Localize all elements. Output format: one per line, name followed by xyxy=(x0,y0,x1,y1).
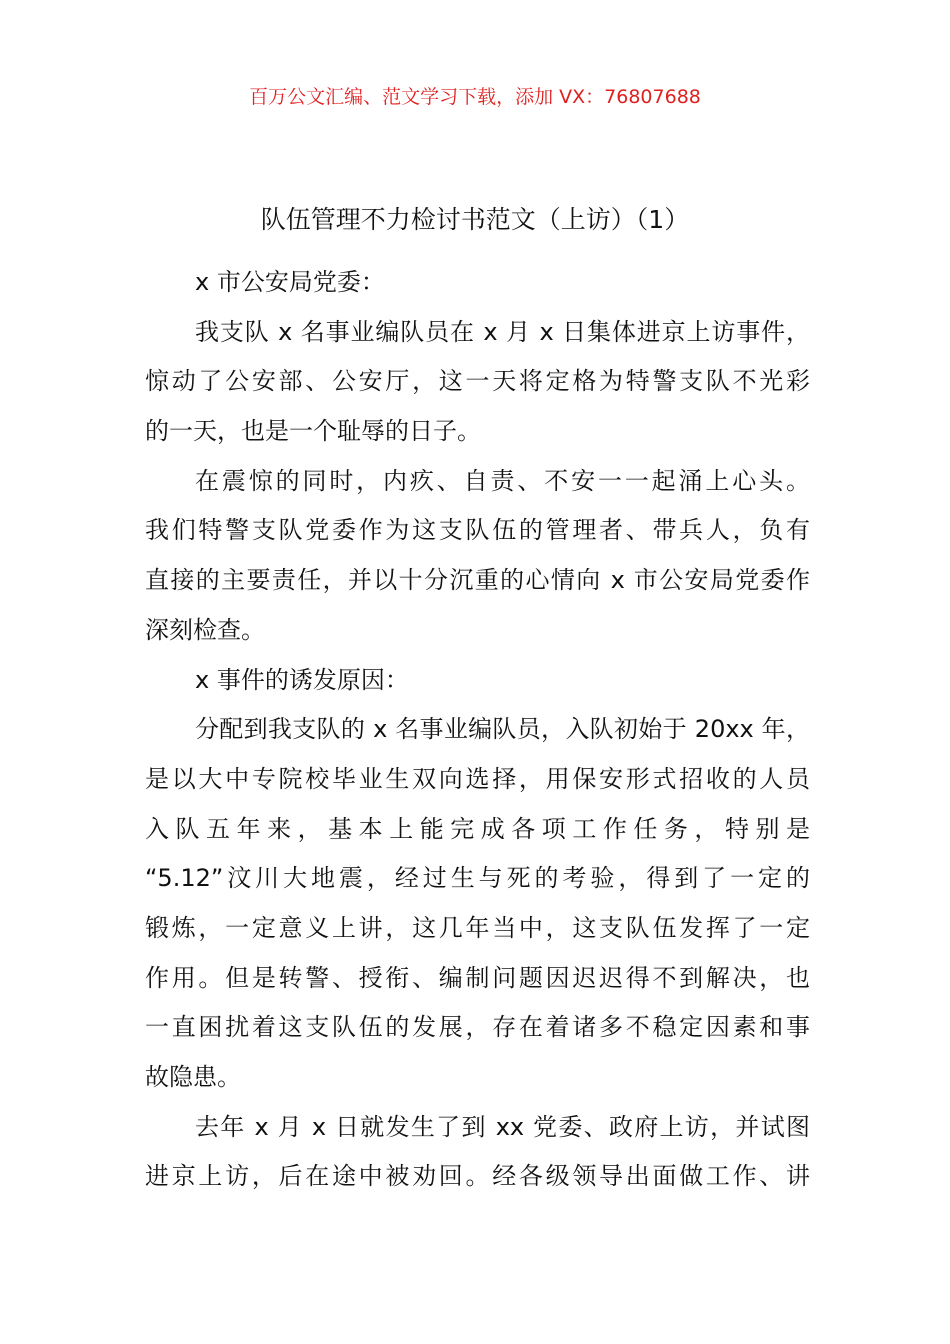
text-line: 去年 x 月 x 日就发生了到 xx 党委、政府上访，并试图 xyxy=(195,1112,810,1141)
text-line: “5.12”汶川大地震，经过生与死的考验，得到了一定的 xyxy=(145,864,810,893)
text-line: x 事件的诱发原因： xyxy=(195,665,409,694)
text-line: 我们特警支队党委作为这支队伍的管理者、带兵人，负有 xyxy=(145,516,810,545)
text-line: 我支队 x 名事业编队员在 x 月 x 日集体进京上访事件， xyxy=(195,317,810,346)
text-line: 分配到我支队的 x 名事业编队员，入队初始于 20xx 年， xyxy=(195,715,810,744)
text-line: 故隐患。 xyxy=(145,1063,241,1091)
document-title: 队伍管理不力检讨书范文（上访）（1） xyxy=(260,205,690,234)
text-line: 入队五年来，基本上能完成各项工作任务，特别是 xyxy=(145,814,810,843)
document-body xyxy=(145,258,810,1202)
paragraph xyxy=(145,1103,810,1202)
watermark-header: 百万公文汇编、范文学习下载，添加 VX：76807688 xyxy=(249,86,701,108)
text-line: 的一天，也是一个耻辱的日子。 xyxy=(145,417,481,446)
text-line: x 市公安局党委： xyxy=(195,268,385,296)
text-line: 进京上访，后在途中被劝回。经各级领导出面做工作、讲 xyxy=(145,1162,810,1191)
text-line: 直接的主要责任，并以十分沉重的心情向 x 市公安局党委作 xyxy=(145,566,810,595)
paragraph xyxy=(145,308,810,457)
text-line: 惊动了公安部、公安厅，这一天将定格为特警支队不光彩 xyxy=(145,367,810,396)
paragraph xyxy=(145,457,810,656)
paragraph xyxy=(145,705,810,1103)
paragraph xyxy=(145,656,810,706)
text-line: 锻炼，一定意义上讲，这几年当中，这支队伍发挥了一定 xyxy=(145,913,810,942)
text-line: 是以大中专院校毕业生双向选择，用保安形式招收的人员 xyxy=(145,764,810,793)
paragraph xyxy=(145,258,810,308)
text-line: 在震惊的同时，内疚、自责、不安一一起涌上心头。 xyxy=(195,466,810,495)
text-line: 作用。但是转警、授衔、编制问题因迟迟得不到解决，也 xyxy=(145,963,810,992)
text-line: 深刻检查。 xyxy=(145,615,265,644)
text-line: 一直困扰着这支队伍的发展，存在着诸多不稳定因素和事 xyxy=(145,1013,810,1042)
